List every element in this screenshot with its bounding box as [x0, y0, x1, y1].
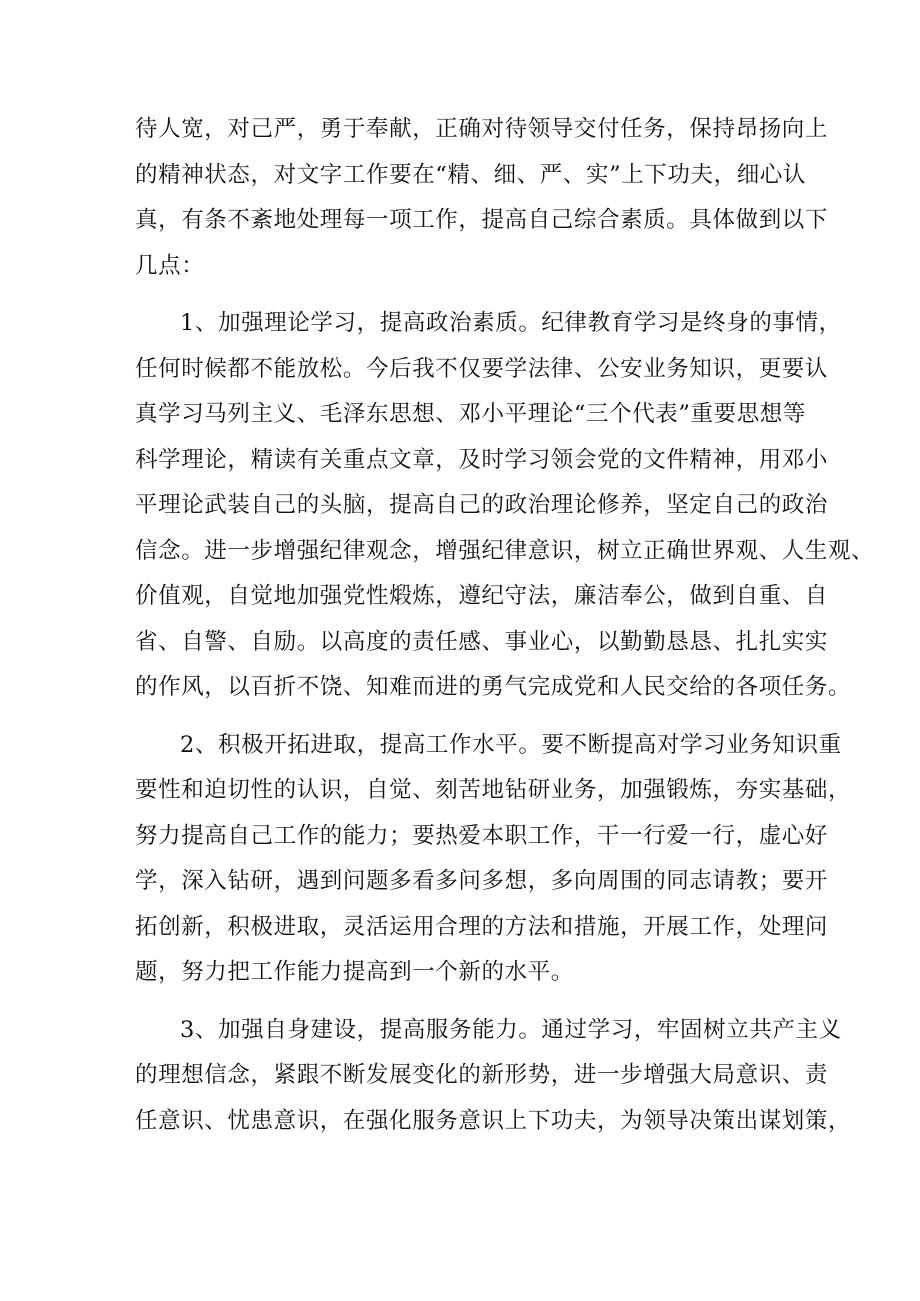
text-line: 真，有条不紊地处理每一项工作，提高自己综合素质。具体做到以下 — [135, 207, 829, 233]
text-line: 信念。进一步增强纪律观念，增强纪律意识，树立正确世界观、人生观、 — [135, 537, 875, 564]
text-line: 努力提高自己工作的能力；要热爱本职工作，干一行爱一行，虚心好 — [135, 822, 829, 849]
paragraph-point-1 — [135, 301, 875, 711]
text-line: 价值观，自觉地加强党性煅炼，遵纪守法，廉洁奉公，做到自重、自 — [135, 583, 829, 609]
text-line: 几点： — [135, 252, 205, 279]
text-line: 任何时候都不能放松。今后我不仅要学法律、公安业务知识，更要认 — [135, 355, 829, 382]
text-line: 的理想信念，紧跟不断发展变化的新形势，进一步增强大局意识、责 — [135, 1062, 829, 1088]
paragraph-point-2 — [135, 723, 852, 996]
text-line: 科学理论，精读有关重点文章，及时学习领会党的文件精神，用邓小 — [135, 446, 829, 473]
text-line: 2、积极开拓进取，提高工作水平。要不断提高对学习业务知识重 — [180, 731, 842, 758]
text-line: 题，努力把工作能力提高到一个新的水平。 — [135, 959, 574, 985]
text-line: 平理论武装自己的头脑，提高自己的政治理论修养，坚定自己的政治 — [135, 492, 829, 518]
text-line: 任意识、忧患意识，在强化服务意识上下功夫，为领导决策出谋划策， — [135, 1107, 852, 1134]
text-line: 省、自警、自励。以高度的责任感、事业心，以勤勤恳恳、扎扎实实 — [135, 628, 829, 655]
text-line: 1、加强理论学习，提高政治素质。纪律教育学习是终身的事情， — [180, 310, 842, 336]
text-line: 学，深入钻研，遇到问题多看多问多想，多向周围的同志请教；要开 — [135, 868, 829, 894]
text-line: 的作风，以百折不饶、知难而进的勇气完成党和人民交给的各项任务。 — [135, 674, 852, 700]
text-line: 的精神状态，对文字工作要在“精、细、严、实”上下功夫，细心认 — [135, 161, 807, 188]
text-line: 待人宽，对己严，勇于奉献，正确对待领导交付任务，保持昂扬向上 — [135, 116, 829, 142]
text-line: 拓创新，积极进取，灵活运用合理的方法和措施，开展工作，处理问 — [135, 913, 829, 940]
paragraph-intro — [135, 107, 829, 289]
text-line: 真学习马列主义、毛泽东思想、邓小平理论“三个代表”重要思想等 — [135, 401, 807, 427]
paragraph-point-3 — [135, 1008, 852, 1145]
text-line: 3、加强自身建设，提高服务能力。通过学习，牢固树立共产主义 — [180, 1016, 842, 1043]
document-body — [135, 107, 875, 1144]
text-line: 要性和迫切性的认识，自觉、刻苦地钻研业务，加强锻炼，夯实基础， — [135, 777, 852, 803]
